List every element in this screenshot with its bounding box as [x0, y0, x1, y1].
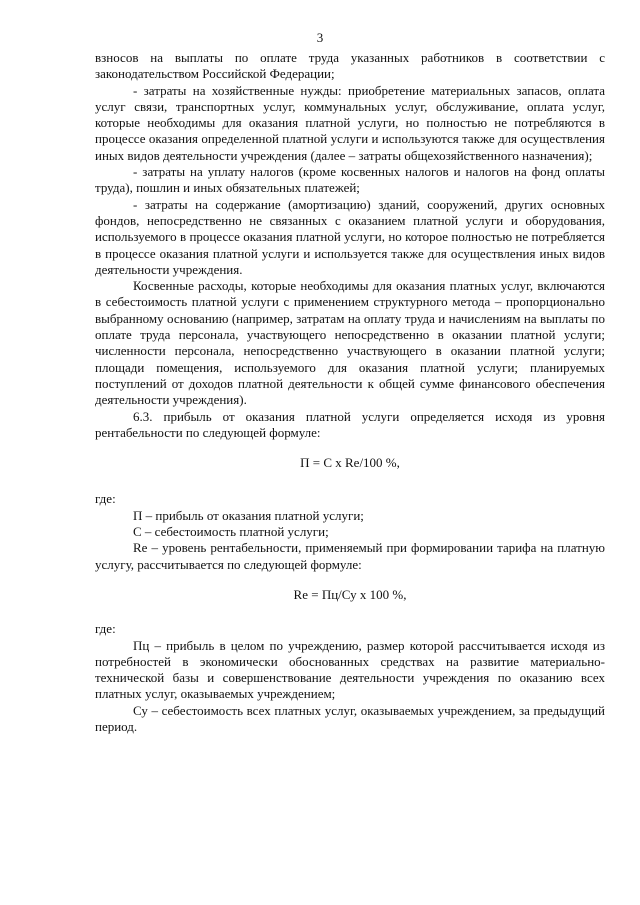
definition-total-cost: Су – себестоимость всех платных услуг, оказываемых учреждением, за предыдущий период. [95, 702, 605, 734]
formula-profit: П = С х Re/100 %, [300, 455, 400, 471]
definition-profitability: Re – уровень рентабельности, применяемый при формировании тарифа на платную услугу, рассчитывается по следующей формуле: [95, 540, 605, 572]
paragraph-contributions: взносов на выплаты по оплате труда указанных работников в соответствии с законодательством Российской Федерации; [95, 50, 605, 82]
paragraph-maintenance-costs: - затраты на содержание (амортизацию) зданий, сооружений, других основных фондов, непосредственно не связанных с оказанием платной услуги и оборудования, используемого в процессе оказания платной услуги, но которое полностью не потребляется в процессе оказания платной услуги и используется также для осуществления иных видов деятельности учреждения. [95, 196, 605, 277]
paragraph-indirect-costs: Косвенные расходы, которые необходимы для оказания платных услуг, включаются в себестоимость платной услуги с применением структурного метода – пропорционально выбранному основанию (например, затратам на оплату труда и начислениям на выплаты по оплате труда персонала, участвующего непосредственно в оказании платной услуги; численности персонала, непосредственно участвующего в оказании платной услуги; площади помещения, используемого для оказания платной услуги; планируемых поступлений от доходов платной деятельности к общей сумме финансового обеспечения деятельности учреждения). [95, 278, 605, 408]
paragraph-profit-clause: 6.3. прибыль от оказания платной услуги определяется исходя из уровня рентабельности по следующей формуле: [95, 408, 605, 440]
formula-profitability: Re = Пц/Су х 100 %, [293, 586, 407, 602]
definition-cost: С – себестоимость платной услуги; [133, 524, 329, 540]
paragraph-tax-costs: - затраты на уплату налогов (кроме косвенных налогов и налогов на фонд оплаты труда), пошлин и иных обязательных платежей; [95, 164, 605, 196]
paragraph-household-costs: - затраты на хозяйственные нужды: приобретение материальных запасов, оплата услуг связи, транспортных услуг, коммунальных услуг, обслуживание, оплата услуг, которые необходимы для оказания платной услуги, но полностью не потребляются в процессе оказания определенной платной услуги и используются также для осуществления иных видов деятельности учреждения (далее – затраты общехозяйственного назначения); [95, 82, 605, 163]
document-body [95, 50, 605, 735]
where-label-2: где: [95, 621, 116, 637]
definition-total-profit: Пц – прибыль в целом по учреждению, размер которой рассчитывается исходя из потребностей в экономически обоснованных средствах на развитие материально-технической базы и совершенствование деятельности учреждения по оказанию всех платных услуг, оказываемых учреждением; [95, 637, 605, 702]
definition-profit: П – прибыль от оказания платной услуги; [133, 507, 364, 523]
where-label-1: где: [95, 491, 116, 507]
page-number: 3 [316, 30, 324, 45]
